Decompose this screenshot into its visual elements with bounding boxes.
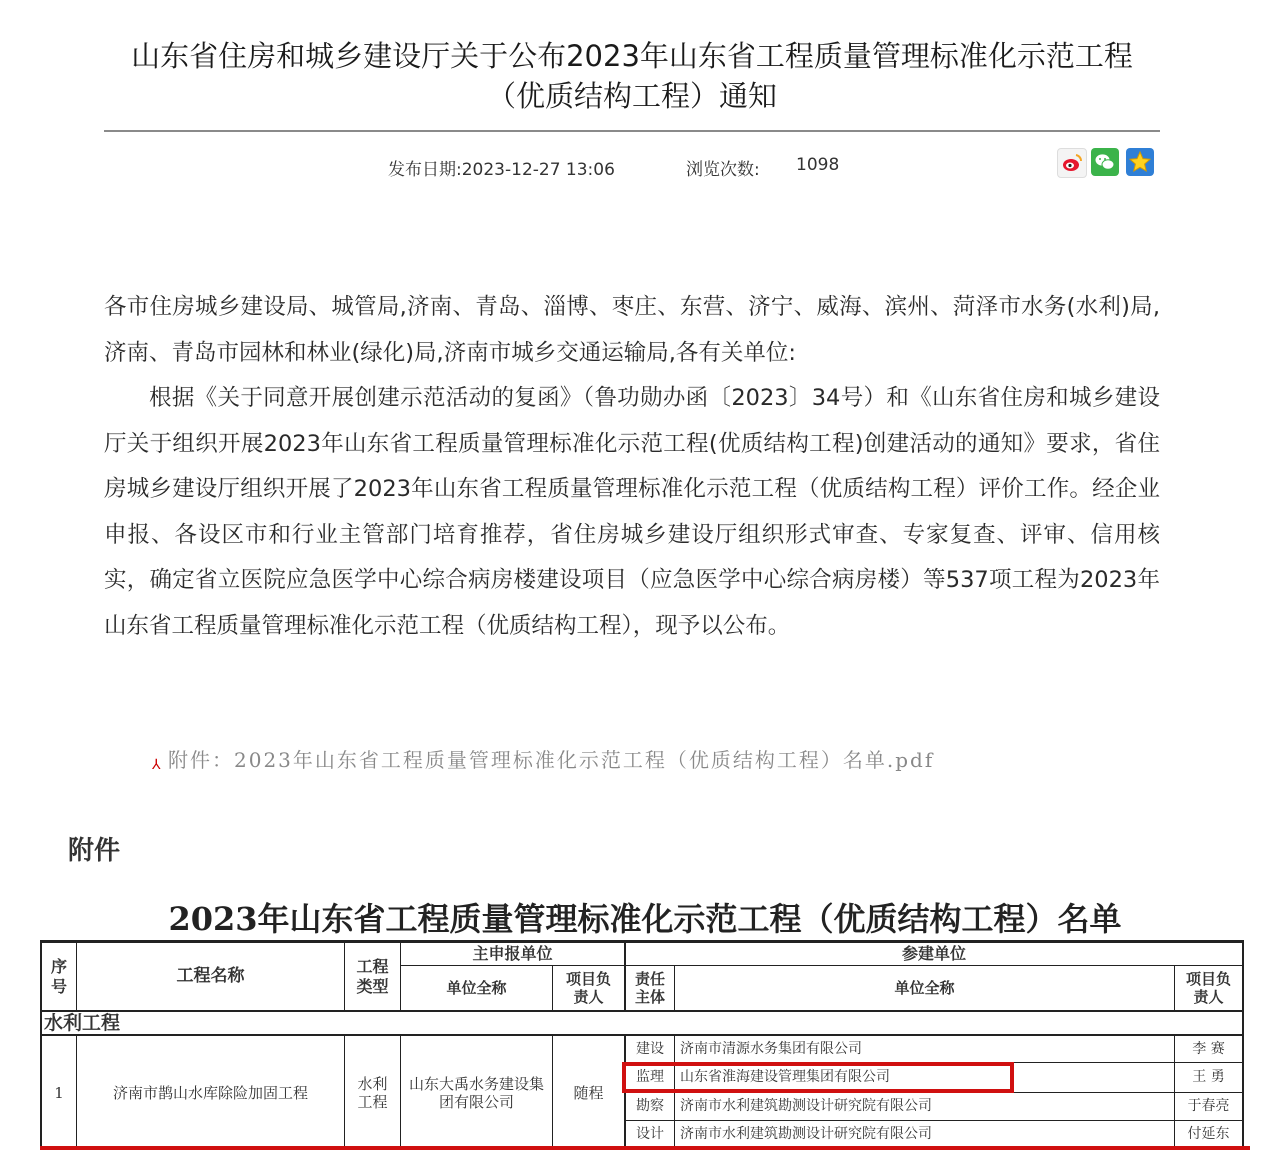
section-label: 水利工程 xyxy=(44,1011,121,1034)
annex-label: 附件 xyxy=(68,836,121,866)
table-line xyxy=(1242,940,1244,1150)
views-count: 1098 xyxy=(796,155,840,175)
title-divider xyxy=(104,130,1160,132)
participant-leader: 王 勇 xyxy=(1192,1069,1225,1086)
participant-leader: 李 赛 xyxy=(1192,1040,1225,1057)
title-line-1: 山东省住房和城乡建设厅关于公布2023年山东省工程质量管理标准化示范工程 xyxy=(131,39,1133,73)
participant-role: 监理 xyxy=(636,1069,664,1086)
participant-unit: 山东省淮海建设管理集团有限公司 xyxy=(680,1069,890,1086)
row-seq: 1 xyxy=(54,1084,64,1102)
highlight-underline xyxy=(40,1146,1250,1150)
views-label: 浏览次数: xyxy=(686,160,760,180)
participant-role: 设计 xyxy=(636,1126,664,1143)
pdf-icon: ⅄ xyxy=(152,757,163,773)
favorite-star-icon[interactable] xyxy=(1126,148,1154,176)
participant-unit: 济南市清源水务集团有限公司 xyxy=(680,1040,862,1057)
annex-title: 2023年山东省工程质量管理标准化示范工程（优质结构工程）名单 xyxy=(168,900,1122,938)
salutation-paragraph: 各市住房城乡建设局、城管局,济南、青岛、淄博、枣庄、东营、济宁、威海、滨州、菏泽市水务(水利)局,济南、青岛市园林和林业(绿化)局,济南市城乡交通运输局,各有关单位: xyxy=(104,294,1160,366)
header-role: 责任主体 xyxy=(634,970,665,1006)
attachment-link-text: 附件：2023年山东省工程质量管理标准化示范工程（优质结构工程）名单.pdf xyxy=(168,748,935,772)
header-project-leader: 项目负责人 xyxy=(565,970,611,1006)
highlight-box xyxy=(622,1062,1014,1093)
wechat-icon[interactable] xyxy=(1091,148,1119,176)
header-part-leader: 项目负责人 xyxy=(1185,970,1231,1006)
notice-paragraph: 根据《关于同意开展创建示范活动的复函》（鲁功勋办函〔2023〕34号）和《山东省住房和城乡建设厅关于组织开展2023年山东省工程质量管理标准化示范工程(优质结构工程)创建活动的通知》要求，省住房城乡建设厅组织开展了2023年山东省工程质量管理标准化示范工程（优质结构工程）评价工作。经企业申报、各设区市和行业主管部门培育推荐，省住房城乡建设厅组织形式审查、专家复查、评审、信用核实，确定省立医院应急医学中心综合病房楼建设项目（应急医学中心综合病房楼）等537项工程为2023年山东省工程质量管理标准化示范工程（优质结构工程），现予以公布。 xyxy=(104,385,1160,639)
title-line-2: （优质结构工程）通知 xyxy=(486,79,777,113)
table-line xyxy=(674,1036,675,1150)
article-title xyxy=(100,36,1164,116)
publish-date: 发布日期:2023-12-27 13:06 xyxy=(388,160,615,180)
participant-role: 勘察 xyxy=(636,1098,664,1115)
row-project-name: 济南市鹊山水库除险加固工程 xyxy=(112,1084,308,1102)
header-unit-full-name: 单位全称 xyxy=(446,979,507,997)
participant-leader: 于春亮 xyxy=(1187,1098,1230,1115)
header-seq: 序号 xyxy=(51,957,68,996)
participant-leader: 付延东 xyxy=(1187,1126,1230,1143)
weibo-icon[interactable] xyxy=(1057,148,1087,178)
participant-unit: 济南市水利建筑勘测设计研究院有限公司 xyxy=(680,1126,932,1143)
header-main-applicant: 主申报单位 xyxy=(472,944,553,964)
row-project-type: 水利工程 xyxy=(357,1075,388,1111)
header-project-name: 工程名称 xyxy=(176,966,245,987)
participant-unit: 济南市水利建筑勘测设计研究院有限公司 xyxy=(680,1098,932,1115)
project-table xyxy=(40,940,1244,1150)
row-applicant: 山东大禹水务建设集团有限公司 xyxy=(409,1075,545,1111)
participant-role: 建设 xyxy=(636,1040,664,1057)
attachment-link[interactable] xyxy=(152,744,934,775)
header-part-unit-name: 单位全称 xyxy=(894,979,955,997)
header-participants: 参建单位 xyxy=(901,944,966,964)
row-leader: 随程 xyxy=(573,1084,604,1102)
header-project-type: 工程类型 xyxy=(356,957,389,996)
